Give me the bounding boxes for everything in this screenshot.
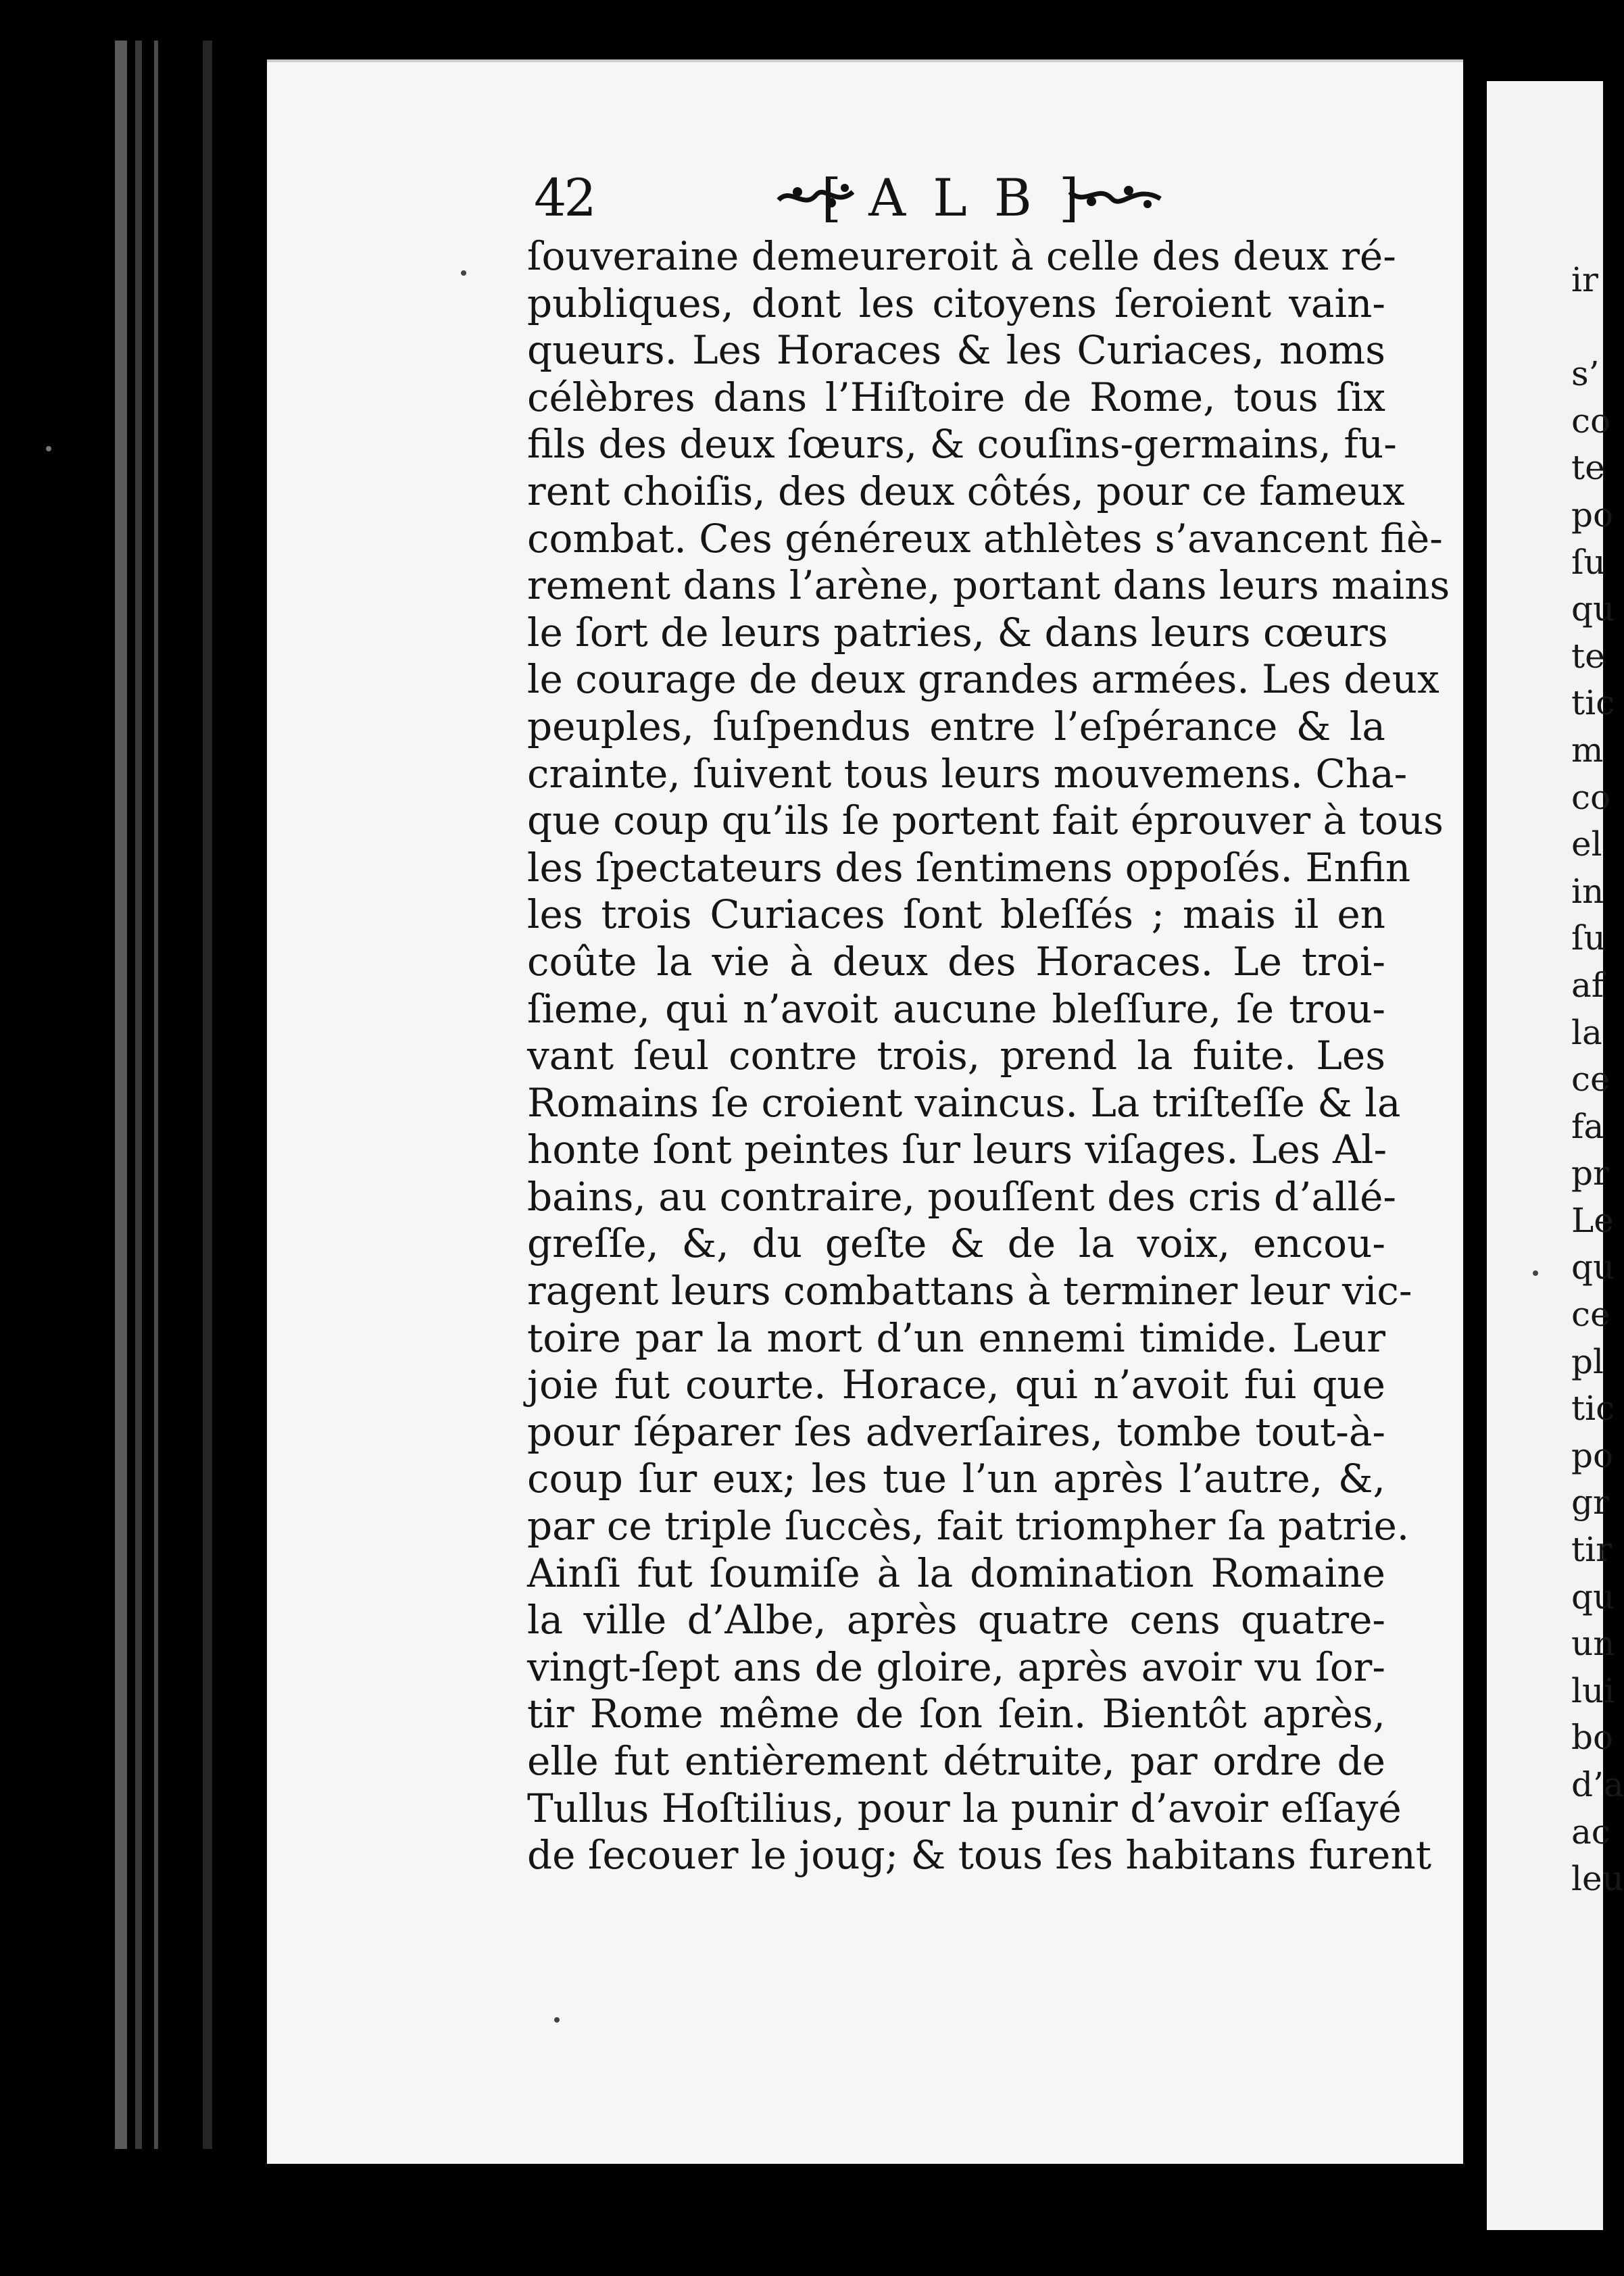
book-spine-edge: [115, 41, 127, 2149]
facing-fragment: in: [1571, 871, 1604, 911]
body-text: [527, 233, 1450, 1879]
facing-fragment: co: [1571, 777, 1611, 817]
text-line: joie fut courte. Horace, qui n’avoit fui que: [527, 1362, 1385, 1408]
facing-fragment: qu: [1571, 1577, 1615, 1616]
facing-fragment: ſu: [1571, 918, 1606, 958]
text-line: rent choiſis, des deux côtés, pour ce fameux: [527, 468, 1405, 514]
text-line: greſſe, &, du geſte & de la voix, encou-: [527, 1220, 1385, 1267]
facing-fragment: ce: [1571, 1060, 1610, 1099]
text-line: la ville d’Albe, après quatre cens quatre-: [527, 1597, 1385, 1643]
facing-fragment: co: [1571, 401, 1611, 441]
text-line: par ce triple ſuccès, fait triompher ſa patrie.: [527, 1503, 1410, 1550]
facing-fragment: la: [1571, 1012, 1602, 1052]
facing-fragment: d’a: [1571, 1765, 1624, 1804]
text-line: le courage de deux grandes armées. Les deux: [527, 656, 1440, 703]
text-line: coup ſur eux; les tue l’un après l’autre, &,: [527, 1456, 1385, 1502]
book-spine-edge: [135, 41, 142, 2149]
text-line: ſouveraine demeureroit à celle des deux ré-: [527, 233, 1396, 279]
facing-fragment: fa: [1571, 1106, 1604, 1146]
facing-fragment: gr: [1571, 1483, 1609, 1523]
text-line: crainte, ſuivent tous leurs mouvemens. Cha-: [527, 750, 1408, 797]
text-line: que coup qu’ils ſe portent fait éprouver à tous: [527, 797, 1444, 844]
text-line: Ainſi fut ſoumiſe à la domination Romaine: [527, 1550, 1385, 1596]
facing-fragment: un: [1571, 1624, 1615, 1664]
book-spine-edge: [154, 41, 158, 2149]
facing-fragment: tic: [1571, 1389, 1615, 1429]
text-line: tir Rome même de ſon ſein. Bientôt après,: [527, 1691, 1385, 1737]
text-line: combat. Ces généreux athlètes s’avancent fiè-: [527, 515, 1443, 562]
text-line: les trois Curiaces ſont bleſſés ; mais il en: [527, 891, 1385, 938]
text-line: bains, au contraire, pouſſent des cris d’allé-: [527, 1173, 1396, 1220]
ink-speck: [554, 2017, 560, 2023]
facing-fragment: ir: [1571, 260, 1598, 299]
running-head: [ A L B ]: [821, 168, 1085, 228]
ink-speck: [1533, 1270, 1538, 1276]
page-header: [534, 168, 1385, 228]
facing-fragment: bo: [1571, 1718, 1614, 1758]
text-line: publiques, dont les citoyens ſeroient vain-: [527, 280, 1385, 326]
ink-speck: [46, 446, 51, 451]
text-line: de ſecouer le joug; & tous ſes habitans furent: [527, 1832, 1432, 1879]
facing-fragment: qu: [1571, 1247, 1615, 1287]
facing-page-text: [1571, 257, 1624, 1903]
ink-speck: [461, 270, 466, 276]
facing-fragment: po: [1571, 495, 1614, 535]
text-line: toire par la mort d’un ennemi timide. Leur: [527, 1314, 1385, 1361]
text-line: peuples, ſuſpendus entre l’eſpérance & la: [527, 703, 1385, 749]
facing-fragment: pl: [1571, 1341, 1604, 1381]
facing-fragment: Le: [1571, 1200, 1614, 1240]
text-line: célèbres dans l’Hiſtoire de Rome, tous ſix: [527, 374, 1385, 420]
text-line: vingt-ſept ans de gloire, après avoir vu ſor-: [527, 1643, 1385, 1690]
text-line: ragent leurs combattans à terminer leur vic-: [527, 1268, 1412, 1314]
text-line: elle fut entièrement détruite, par ordre de: [527, 1738, 1385, 1784]
facing-fragment: ſu: [1571, 542, 1606, 582]
text-line: rement dans l’arène, portant dans leurs mains: [527, 562, 1450, 609]
page-number: 42: [534, 168, 594, 228]
text-line: honte ſont peintes ſur leurs viſages. Les Al-: [527, 1127, 1387, 1173]
facing-fragment: te: [1571, 448, 1605, 488]
text-line: Romains ſe croient vaincus. La triſteſſe & la: [527, 1079, 1401, 1126]
facing-fragment: m: [1571, 730, 1604, 770]
text-line: vant ſeul contre trois, prend la fuite. Les: [527, 1033, 1385, 1079]
right-fleuron-ornament: [1068, 180, 1162, 214]
facing-fragment: te: [1571, 636, 1605, 676]
text-line: ſieme, qui n’avoit aucune bleſſure, ſe trou-: [527, 985, 1385, 1032]
text-line: coûte la vie à deux des Horaces. Le troi-: [527, 938, 1385, 985]
facing-fragment: leu: [1571, 1859, 1624, 1899]
facing-fragment: po: [1571, 1435, 1614, 1475]
text-line: pour ſéparer ſes adverſaires, tombe tout-à-: [527, 1408, 1385, 1455]
facing-fragment: qu: [1571, 589, 1615, 629]
facing-fragment: af: [1571, 965, 1604, 1005]
facing-fragment: s’: [1571, 354, 1600, 394]
text-line: Tullus Hoſtilius, pour la punir d’avoir eſſayé: [527, 1785, 1402, 1831]
facing-fragment: tic: [1571, 683, 1615, 723]
facing-fragment: lui: [1571, 1671, 1615, 1710]
facing-fragment: pr: [1571, 1154, 1609, 1193]
facing-fragment: ac: [1571, 1812, 1610, 1852]
text-line: fils des deux ſœurs, & couſins-germains, fu-: [527, 421, 1397, 468]
text-line: le ſort de leurs patries, & dans leurs cœurs: [527, 609, 1388, 655]
facing-fragment: el: [1571, 824, 1602, 864]
facing-fragment: tir: [1571, 1530, 1612, 1570]
text-line: les ſpectateurs des ſentimens oppoſés. Enfin: [527, 844, 1411, 891]
facing-fragment: ce: [1571, 1295, 1610, 1335]
text-line: queurs. Les Horaces & les Curiaces, noms: [527, 327, 1385, 374]
facing-fragment: [1571, 304, 1603, 351]
book-spine-edge: [203, 41, 212, 2149]
